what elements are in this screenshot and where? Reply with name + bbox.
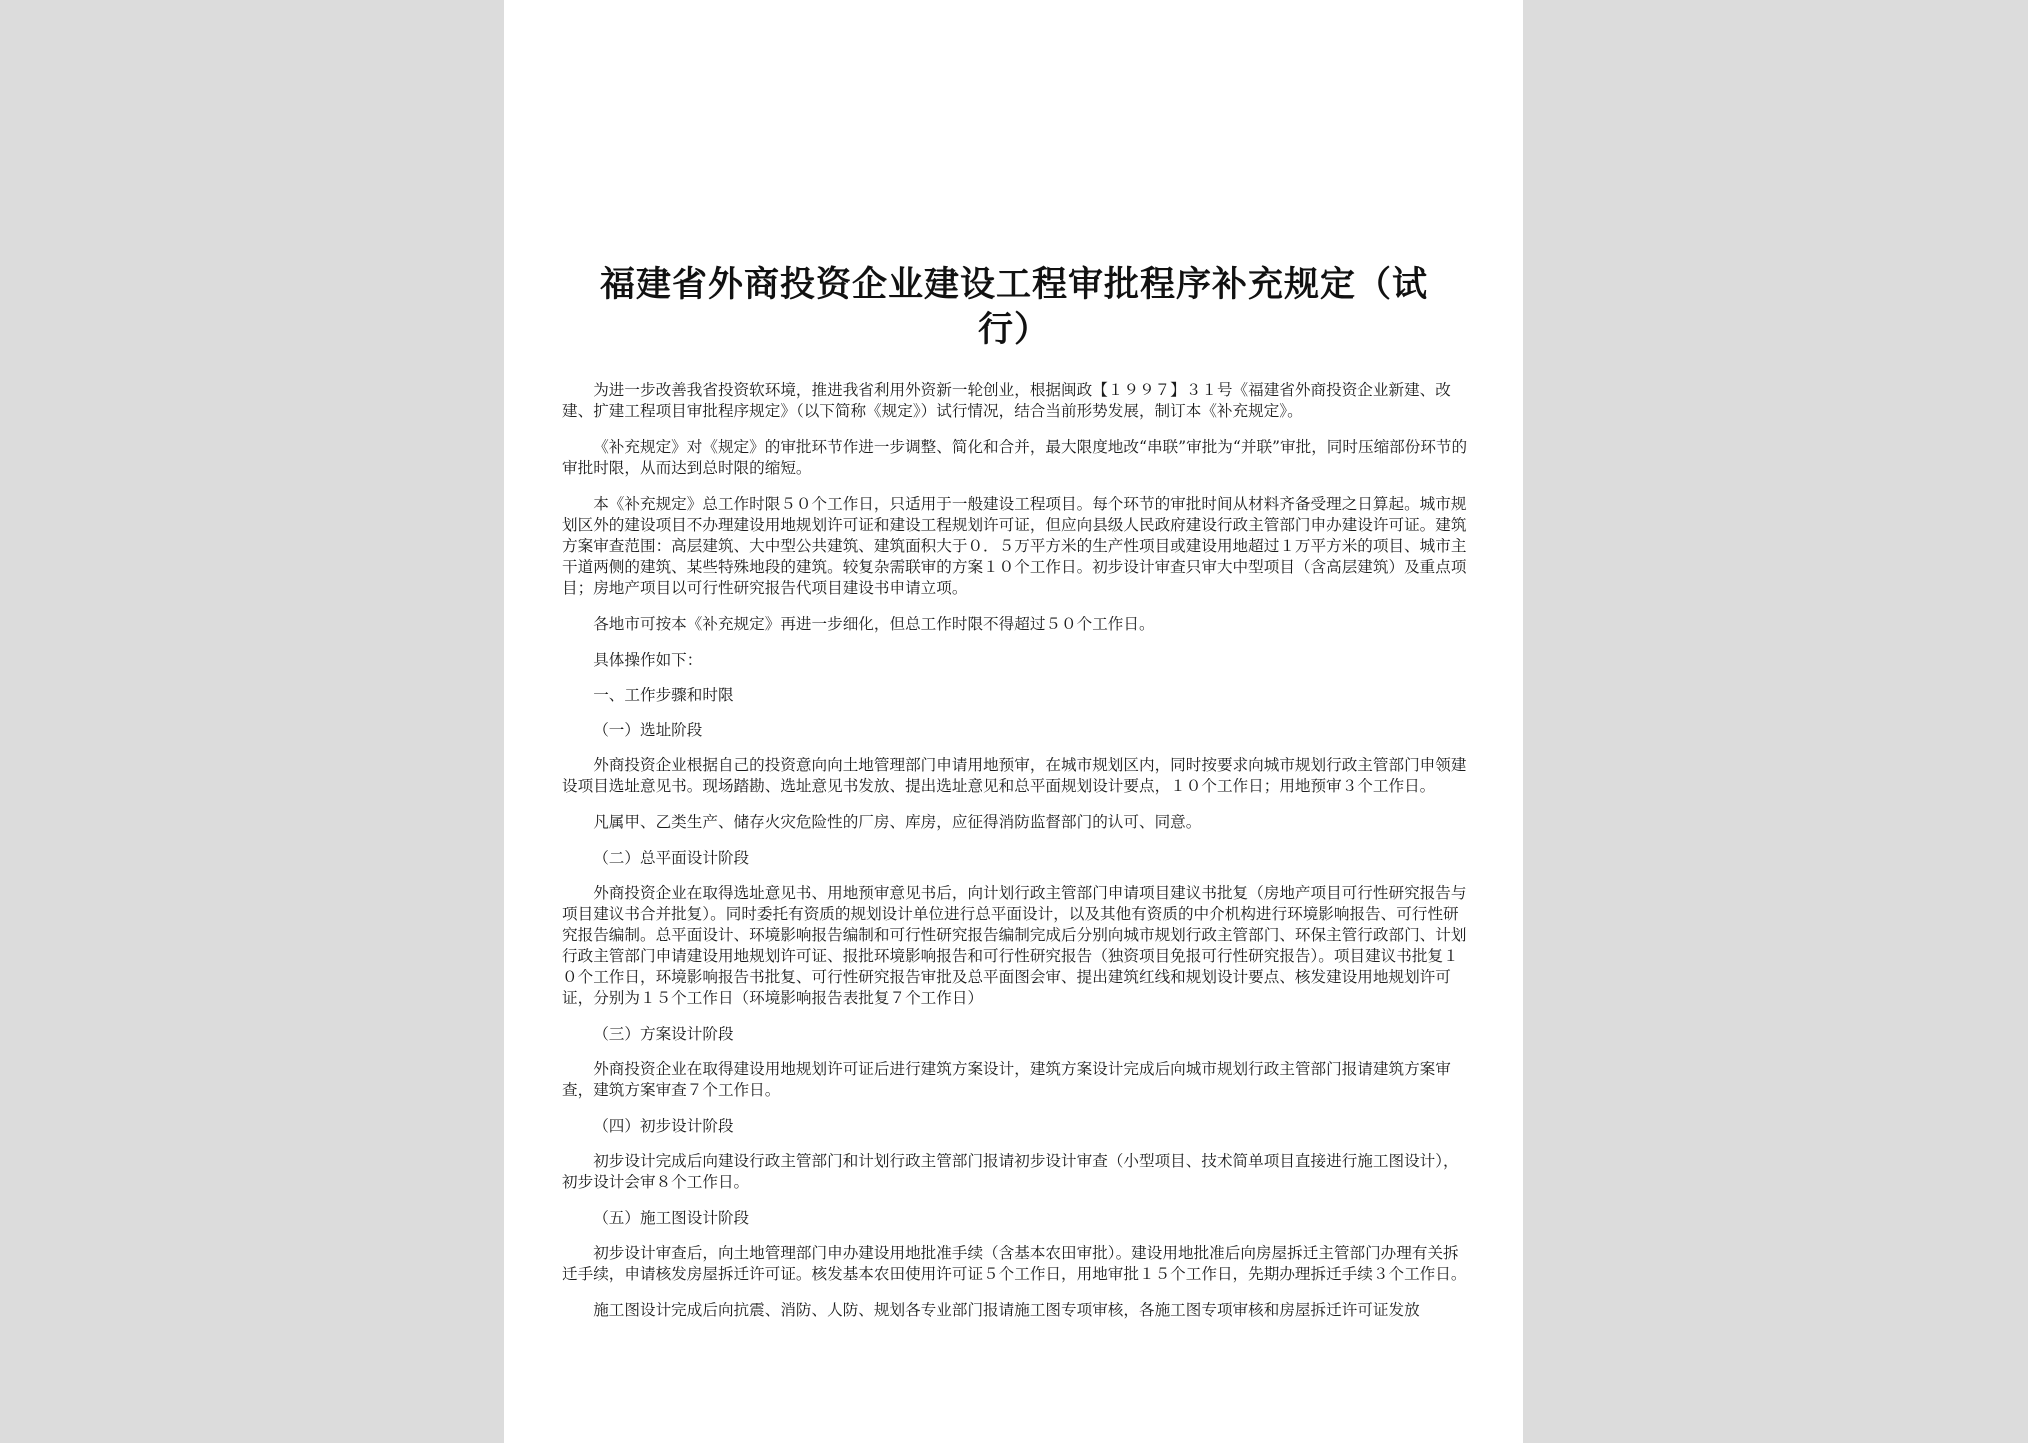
document-title: 福建省外商投资企业建设工程审批程序补充规定（试行） xyxy=(599,264,1428,350)
paragraph: 为进一步改善我省投资软环境，推进我省利用外资新一轮创业，根据闽政【１９９７】３１号《福建省外商投资企业新建、改建、扩建工程项目审批程序规定》（以下简称《规定》）试行情况，结合当前形势发展，制订本《补充规定》。 xyxy=(562,381,1451,420)
paragraph: 初步设计审查后，向土地管理部门申办建设用地批准手续（含基本农田审批）。建设用地批准后向房屋拆迁主管部门办理有关拆迁手续，申请核发房屋拆迁许可证。核发基本农田使用许可证５个工作日，用地审批１５个工作日，先期办理拆迁手续３个工作日。 xyxy=(562,1244,1467,1283)
subsection-heading: （三）方案设计阶段 xyxy=(593,1025,734,1043)
paragraph: 凡属甲、乙类生产、储存火灾危险性的厂房、库房，应征得消防监督部门的认可、同意。 xyxy=(593,813,1202,831)
paragraph: 外商投资企业在取得建设用地规划许可证后进行建筑方案设计，建筑方案设计完成后向城市规划行政主管部门报请建筑方案审查，建筑方案审查７个工作日。 xyxy=(562,1060,1451,1099)
subsection-heading: （四）初步设计阶段 xyxy=(593,1117,734,1135)
paragraph: 外商投资企业在取得选址意见书、用地预审意见书后，向计划行政主管部门申请项目建议书批复（房地产项目可行性研究报告与项目建议书合并批复）。同时委托有资质的规划设计单位进行总平面设计，以及其他有资质的中介机构进行环境影响报告、可行性研究报告编制。总平面设计、环境影响报告编制和可行性研究报告编制完成后分别向城市规划行政主管部门、环保主管行政部门、计划行政主管部门申请建设用地规划许可证、报批环境影响报告和可行性研究报告（独资项目免报可行性研究报告）。项目建议书批复１０个工作日，环境影响报告书批复、可行性研究报告审批及总平面图会审、提出建筑红线和规划设计要点、核发建设用地规划许可证，分别为１５个工作日（环境影响报告表批复７个工作日） xyxy=(562,884,1467,1007)
document-body xyxy=(562,380,1472,1336)
section-heading: 一、工作步骤和时限 xyxy=(593,686,734,704)
paragraph: 《补充规定》对《规定》的审批环节作进一步调整、简化和合并，最大限度地改“串联”审批为“并联”审批，同时压缩部份环节的审批时限，从而达到总时限的缩短。 xyxy=(562,438,1468,477)
paragraph: 具体操作如下： xyxy=(593,651,703,669)
paragraph: 本《补充规定》总工作时限５０个工作日，只适用于一般建设工程项目。每个环节的审批时间从材料齐备受理之日算起。城市规划区外的建设项目不办理建设用地规划许可证和建设工程规划许可证，但应向县级人民政府建设行政主管部门申办建设许可证。建筑方案审查范围：高层建筑、大中型公共建筑、建筑面积大于０．５万平方米的生产性项目或建设用地超过１万平方米的项目、城市主干道两侧的建筑、某些特殊地段的建筑。较复杂需联审的方案１０个工作日。初步设计审查只审大中型项目（含高层建筑）及重点项目；房地产项目以可行性研究报告代项目建设书申请立项。 xyxy=(562,495,1467,597)
paragraph: 初步设计完成后向建设行政主管部门和计划行政主管部门报请初步设计审查（小型项目、技术简单项目直接进行施工图设计），初步设计会审８个工作日。 xyxy=(562,1152,1459,1191)
subsection-heading: （二）总平面设计阶段 xyxy=(593,849,750,867)
paragraph: 外商投资企业根据自己的投资意向向土地管理部门申请用地预审，在城市规划区内，同时按要求向城市规划行政主管部门申领建设项目选址意见书。现场踏勘、选址意见书发放、提出选址意见和总平面规划设计要点，１０个工作日；用地预审３个工作日。 xyxy=(562,756,1467,795)
paragraph: 各地市可按本《补充规定》再进一步细化，但总工作时限不得超过５０个工作日。 xyxy=(593,615,1155,633)
paragraph: 施工图设计完成后向抗震、消防、人防、规划各专业部门报请施工图专项审核，各施工图专项审核和房屋拆迁许可证发放 xyxy=(593,1301,1420,1319)
subsection-heading: （五）施工图设计阶段 xyxy=(593,1209,750,1227)
document-page xyxy=(504,0,1523,1443)
subsection-heading: （一）选址阶段 xyxy=(593,721,703,739)
